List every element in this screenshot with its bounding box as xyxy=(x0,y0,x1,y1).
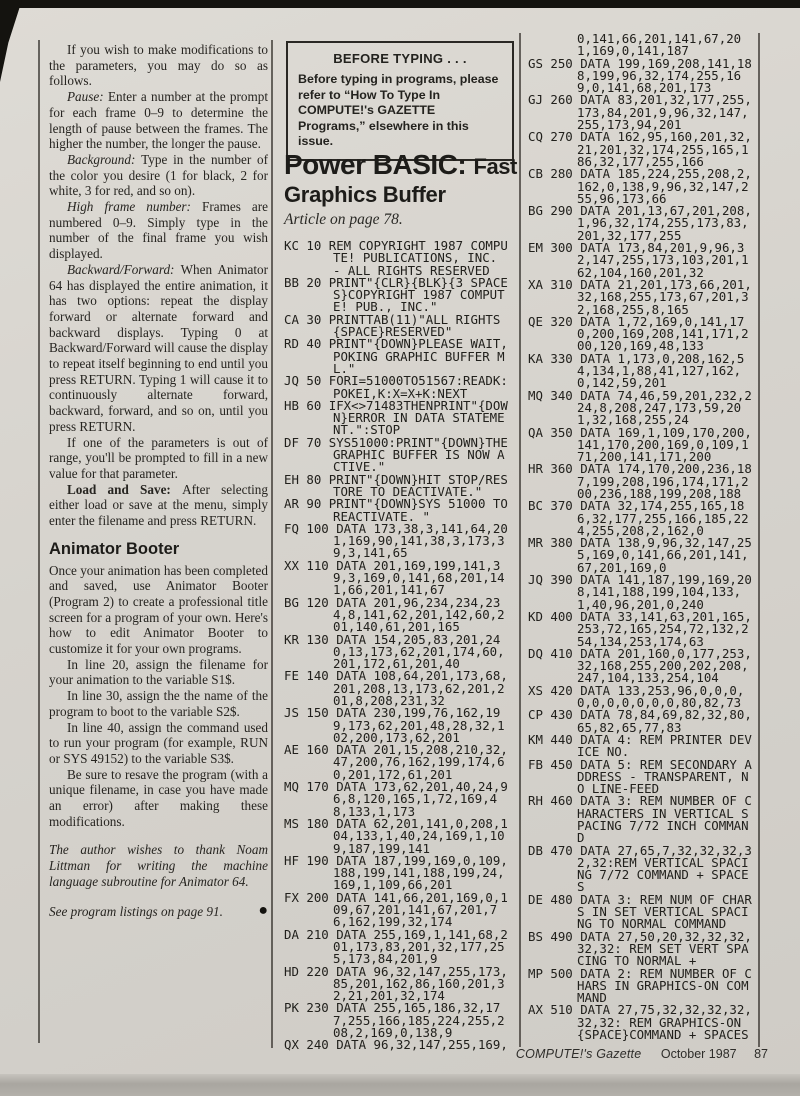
paragraph-lead: Backward/Forward: xyxy=(67,261,181,277)
scan-edge-top xyxy=(0,0,800,8)
code-line-250: GS 250 DATA 199,169,208,141,188,199,96,32,174,255,169,0,141,68,201,173 xyxy=(528,55,752,96)
paragraph: Pause: Enter a number at the prompt for each frame 0–9 to determine the length of pause between the frames. The higher the number, the longer the pause. xyxy=(49,89,268,152)
paragraph: High frame number: Frames are numbered 0–9. Simply type in the number of the final frame you wish displayed. xyxy=(49,199,268,262)
code-line-70: DF 70 SYS51000:PRINT"{DOWN}THE GRAPHIC BUFFER IS NOW ACTIVE." xyxy=(284,434,508,475)
end-of-article-bullet: ● xyxy=(258,902,268,920)
paragraph: If you wish to make modifications to the parameters, you may do so as follows. xyxy=(49,42,268,89)
paragraph: In line 20, assign the filename for your animation to the variable S1$. xyxy=(49,656,268,688)
code-line-180: MS 180 DATA 62,201,141,0,208,104,133,1,40,24,169,1,109,187,199,141 xyxy=(284,815,508,856)
paragraph-lead: Background: xyxy=(67,151,142,167)
before-typing-box xyxy=(286,41,514,161)
before-typing-body: Before typing in programs, please refer to “How To Type In COMPUTE!'s GAZETTE Programs,” elsewhere in this issue. xyxy=(298,72,499,149)
paragraph: Load and Save: After selecting either load or save at the menu, simply enter the filename and press RETURN. xyxy=(49,481,268,529)
code-line-60: HB 60 IFX<>71483THENPRINT"{DOWN}ERROR IN DATA STATEMENT.":STOP xyxy=(284,397,508,438)
code-line-360: HR 360 DATA 174,170,200,236,187,199,208,196,174,171,200,236,188,199,208,188 xyxy=(528,461,752,501)
code-line-290: BG 290 DATA 201,13,67,201,208,1,96,32,174,255,173,83,201,32,177,255 xyxy=(528,203,752,243)
code-line-220: HD 220 DATA 96,32,147,255,173,85,201,162,86,160,201,32,21,201,32,174 xyxy=(284,963,508,1004)
code-line-300: EM 300 DATA 173,84,201,9,96,32,147,255,173,103,201,162,104,160,201,32 xyxy=(528,240,749,280)
column-rule-middle xyxy=(271,40,273,1048)
paragraph-lead: High frame number: xyxy=(67,199,203,215)
code-line-140: FE 140 DATA 108,64,201,173,68,201,208,13,173,62,201,201,8,208,231,32 xyxy=(284,668,508,708)
article-page-note: Article on page 78. xyxy=(284,211,403,228)
scan-edge-bottom xyxy=(0,1074,800,1096)
code-line-500: MP 500 DATA 2: REM NUMBER OF CHARS IN GRAPHICS-ON COMMAND xyxy=(528,965,752,1006)
paragraph: Backward/Forward: When Animator 64 has displayed the entire animation, it has two options: repeat the display forward or alternate forward and backward displays. Typing 0 at Backward/Forward will cause the display to repeat itself beginning to end until you press RETURN. Typing 1 will cause it to continuously alternate forward, backward, forward, and so on, until you press RETURN. xyxy=(49,261,268,434)
code-line-470: DB 470 DATA 27,65,7,32,32,32,32,32:REM VERTICAL SPACING 7/72 COMMAND + SPACES xyxy=(528,842,752,895)
paragraph: Once your animation has been completed and saved, use Animator Booter (Program 2) to create a professional title screen for a program of your own. Here's how to edit Animator Booter to customize it for your own programs. xyxy=(49,562,268,657)
article-title-line2: Graphics Buffer xyxy=(284,182,446,207)
code-line-390: JQ 390 DATA 141,187,199,169,208,141,188,199,104,133,1,40,96,201,0,240 xyxy=(528,572,752,612)
footer-page-number: 87 xyxy=(754,1047,768,1061)
code-line-370: BC 370 DATA 32,174,255,165,186,32,177,255,166,185,224,255,208,2,162,0 xyxy=(528,498,749,538)
code-line-200: FX 200 DATA 141,66,201,169,0,109,67,201,141,67,201,76,162,199,32,174 xyxy=(284,889,508,930)
code-line-430: CP 430 DATA 78,84,69,82,32,80,65,82,65,77,83 xyxy=(528,707,752,735)
code-line-240: QX 240 DATA 96,32,147,255,169, xyxy=(284,1037,508,1053)
code-line-170: MQ 170 DATA 173,62,201,40,24,96,8,120,165,1,72,169,48,133,1,173 xyxy=(284,779,508,819)
paragraph-lead: Load and Save: xyxy=(67,481,183,497)
code-line-490: BS 490 DATA 27,50,20,32,32,32,32,32: REM SET VERT SPACING TO NORMAL + xyxy=(528,928,752,969)
code-line-20: BB 20 PRINT"{CLR}{BLK}{3 SPACES}COPYRIGHT 1987 COMPUTE! PUB., INC." xyxy=(284,274,508,315)
code-line-260: GJ 260 DATA 83,201,32,177,255,173,84,201,9,96,32,147,255,173,94,201 xyxy=(528,92,752,133)
code-line-210: DA 210 DATA 255,169,1,141,68,201,173,83,201,32,177,255,173,84,201,9 xyxy=(284,926,508,967)
paragraph: If one of the parameters is out of range, you'll be prompted to fill in a new value for that parameter. xyxy=(49,434,268,481)
article-title-sub: Fast xyxy=(473,154,517,179)
code-listing-middle-column xyxy=(284,240,510,1052)
section-heading: Animator Booter xyxy=(49,539,180,558)
left-text-column xyxy=(49,42,268,919)
code-line-100: FQ 100 DATA 173,38,3,141,64,201,169,90,141,38,3,173,39,3,141,65 xyxy=(284,520,508,561)
code-line-130: KR 130 DATA 154,205,83,201,240,13,173,62,201,174,60,201,172,61,201,40 xyxy=(284,631,505,672)
code-line-510: AX 510 DATA 27,75,32,32,32,32,32,32: REM GRAPHICS-ON {SPACE}COMMAND + SPACES xyxy=(528,1002,752,1043)
paragraph: Be sure to resave the program (with a unique filename, in case you have made an error) after making these modifications. xyxy=(49,766,268,829)
code-line-410: DQ 410 DATA 201,160,0,177,253,32,168,255,200,202,208,247,104,133,254,104 xyxy=(528,645,752,686)
code-line-280: CB 280 DATA 185,224,255,208,2,162,0,138,9,96,32,147,255,96,173,66 xyxy=(528,166,752,206)
code-line-350: QA 350 DATA 169,1,109,170,200,141,170,200,169,0,109,171,200,141,171,200 xyxy=(528,424,752,465)
code-line-460: RH 460 DATA 3: REM NUMBER OF CHARACTERS IN VERTICAL SPACING 7/72 INCH COMMAND xyxy=(528,793,752,846)
code-line-320: QE 320 DATA 1,72,169,0,141,170,200,169,208,141,171,200,120,169,48,133 xyxy=(528,313,749,354)
code-line-450: FB 450 DATA 5: REM SECONDARY ADDRESS - TRANSPARENT, NO LINE-FEED xyxy=(528,756,752,797)
code-line-50: JQ 50 FORI=51000TO51567:READK:POKEI,K:X=X+K:NEXT xyxy=(284,373,508,401)
code-line-160: AE 160 DATA 201,15,208,210,32,47,200,76,162,199,174,60,201,172,61,201 xyxy=(284,742,508,782)
page-footer xyxy=(0,1047,768,1061)
scan-corner-artifact xyxy=(0,0,22,82)
listings-note-text: See program listings on page 91. xyxy=(49,903,223,919)
paragraph: Background: Type in the number of the color you desire (1 for black, 2 for white, 3 for red, and so on). xyxy=(49,151,268,199)
code-line-150: JS 150 DATA 230,199,76,162,199,173,62,201,48,28,32,102,200,173,62,201 xyxy=(284,705,505,745)
column-rule-left xyxy=(38,40,40,1043)
code-line-90: AR 90 PRINT"{DOWN}SYS 51000 TO REACTIVATE. " xyxy=(284,496,508,524)
code-line-10: KC 10 REM COPYRIGHT 1987 COMPUTE! PUBLICATIONS, INC. - ALL RIGHTS RESERVED xyxy=(284,238,508,278)
code-line-190: HF 190 DATA 187,199,169,0,109,188,199,141,188,199,24,169,1,109,66,201 xyxy=(284,852,508,893)
article-title-main: Power BASIC: xyxy=(284,149,467,180)
code-line-310: XA 310 DATA 21,201,173,66,201,32,168,255,173,67,201,32,168,255,8,165 xyxy=(528,276,752,317)
code-line-continuation: 0,141,66,201,141,67,201,169,0,141,187 xyxy=(577,31,742,59)
code-listing-right-column xyxy=(528,33,754,1041)
footer-issue-date: October 1987 xyxy=(660,1047,737,1061)
code-line-330: KA 330 DATA 1,173,0,208,162,54,134,1,88,41,127,162,0,142,59,201 xyxy=(528,350,745,391)
paragraph: In line 40, assign the command used to run your program (for example, RUN or SYS 49152) to the variable S3$. xyxy=(49,719,268,766)
code-line-120: BG 120 DATA 201,96,234,234,234,8,141,62,201,142,60,201,140,61,201,165 xyxy=(284,594,505,635)
code-line-400: KD 400 DATA 33,141,63,201,165,253,72,165,254,72,132,254,134,253,174,63 xyxy=(528,608,752,649)
footer-magazine-name: COMPUTE!'s Gazette xyxy=(515,1047,642,1061)
code-line-270: CQ 270 DATA 162,95,160,201,32,21,201,32,174,255,165,186,32,177,255,166 xyxy=(528,129,752,169)
code-line-340: MQ 340 DATA 74,46,59,201,232,224,8,208,247,173,59,201,32,168,255,24 xyxy=(528,387,752,428)
code-line-30: CA 30 PRINTTAB(11)"ALL RIGHTS{SPACE}RESERVED" xyxy=(284,311,501,340)
code-line-440: KM 440 DATA 4: REM PRINTER DEVICE NO. xyxy=(528,731,752,760)
code-line-80: EH 80 PRINT"{DOWN}HIT STOP/RESTORE TO DEACTIVATE." xyxy=(284,471,508,499)
code-line-230: PK 230 DATA 255,165,186,32,177,255,166,185,224,255,208,2,169,0,138,9 xyxy=(284,1000,505,1040)
column-rule-right xyxy=(758,33,760,1047)
code-line-480: DE 480 DATA 3: REM NUM OF CHARS IN SET VERTICAL SPACING TO NORMAL COMMAND xyxy=(528,891,752,932)
before-typing-title: BEFORE TYPING . . . xyxy=(333,51,467,66)
code-line-40: RD 40 PRINT"{DOWN}PLEASE WAIT, POKING GRAPHIC BUFFER ML." xyxy=(284,336,508,376)
article-title xyxy=(284,150,524,208)
code-line-380: MR 380 DATA 138,9,96,32,147,255,169,0,141,66,201,141,67,201,169,0 xyxy=(528,535,752,575)
code-line-110: XX 110 DATA 201,169,199,141,39,3,169,0,141,68,201,141,66,201,141,67 xyxy=(284,557,505,598)
paragraph: In line 30, assign the the name of the program to boot to the variable S2$. xyxy=(49,688,268,719)
paragraph-lead: Pause: xyxy=(67,89,108,105)
author-note: The author wishes to thank Noam Littman for writing the machine language subroutine for Animator 64. xyxy=(49,842,268,889)
code-line-420: XS 420 DATA 133,253,96,0,0,0,0,0,0,0,0,0,0,80,82,73 xyxy=(528,682,745,711)
listings-note xyxy=(49,904,268,920)
article-title-line1 xyxy=(284,150,524,182)
